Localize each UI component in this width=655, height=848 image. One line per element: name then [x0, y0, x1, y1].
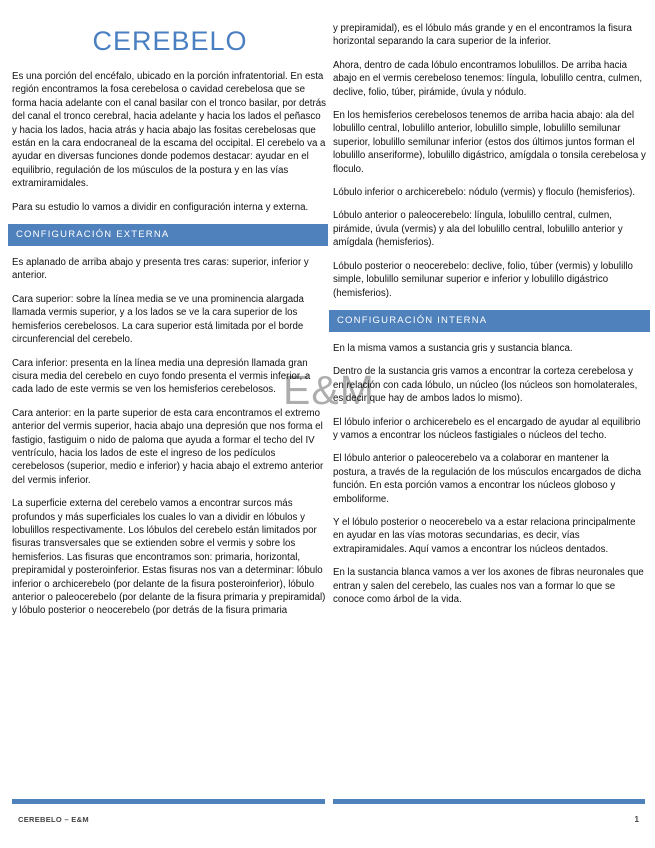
internal-paragraph-2: Dentro de la sustancia gris vamos a encontrar la corteza cerebelosa y en relación con cada lóbulo, un núcleo (los núcleos son homolaterales, es decir que hay de ambos lados lo mismo). — [333, 366, 638, 405]
section-header-external: CONFIGURACIÓN EXTERNA — [8, 224, 328, 246]
external-paragraph-4: Cara anterior: en la parte superior de esta cara encontramos el extremo anterior del vermis superior, hacia abajo una depresión que nos forma el fastigio, fastiguim o nido de paloma que ayuda a formar el techo del IV ventrículo, hacia los lados de este el ingreso de los pedículos cerebelosos (superior, medio e inferior) y hacia abajo el extremo anterior del vermis inferior. — [12, 407, 324, 486]
external-paragraph-3: Cara inferior: presenta en la línea media una depresión llamada gran cisura media del cerebelo en cuyo fondo presenta el vermis inferior, a cada lado de este vermis se ven los hemisferios cerebelosos. — [12, 357, 311, 396]
intro-paragraph-1: Es una porción del encéfalo, ubicado en la porción infratentorial. En esta región encontramos la fosa cerebelosa o cavidad cerebelosa que se forma hacia adelante con el canal basilar con el tronco basilar, por detrás del canal el tronco cerebral, hacia adelante y hacia los lados el peñasco y hacia los lados, hacia atrás y hacia abajo las fositas cerebelosas que están en la cara endocraneal de la escama del occipital. El cerebelo va a ayudar en diversas funciones donde podemos destacar: ayudar en el equilibrio, regulación de los músculos de la postura y en las vías extramiramidales. — [12, 71, 326, 190]
continued-paragraph-4: Lóbulo inferior o archicerebelo: nódulo (vermis) y floculo (hemisferios). — [333, 187, 636, 199]
continued-paragraph-3: En los hemisferios cerebelosos tenemos de arriba hacia abajo: ala del lobulillo central, lobulillo anterior, lobulillo simple, lobulillo semilunar superior, lobulillo semilunar inferior (estos dos últimos juntos forman el lobulillo anseriforme), lobulillo digástrico, amígdala o tonsila cerebelosa y floculo. — [333, 110, 646, 175]
internal-paragraph-3: El lóbulo inferior o archicerebelo es el encargado de ayudar al equilibrio y vamos a encontrar los núcleos fastigiales o núcleos del techo. — [333, 416, 641, 441]
page-title: CEREBELO — [92, 26, 248, 56]
left-column — [12, 0, 328, 628]
footer-label: CEREBELO – E&M — [18, 815, 89, 824]
external-paragraph-1: Es aplanado de arriba abajo y presenta tres caras: superior, inferior y anterior. — [12, 257, 309, 282]
continued-paragraph-6: Lóbulo posterior o neocerebelo: declive, folio, túber (vermis) y lobulillo simple, lobulillo semilunar superior e inferior y lobulillo digástrico (hemisferios). — [333, 260, 633, 299]
internal-paragraph-6: En la sustancia blanca vamos a ver los axones de fibras neuronales que entran y salen del cerebelo, las cuales nos van a formar lo que se conoce como árbol de la vida. — [333, 567, 644, 605]
external-paragraph-5: La superficie externa del cerebelo vamos a encontrar surcos más profundos y más superficiales los cuales lo van a dividir en lóbulos y lobulillos respectivamente. Los lóbulos del cerebelo están limitados por fisuras transversales que se extienden sobre el vermis y sobre los hemisferios. Las fisuras que encontramos son: primaria, horizontal, prepiramidal y posteroinferior. Estas fisuras nos van a determinar: lóbulo inferior o archicerebelo (por delante de la fisura posteroinferior), lóbulo anterior o paleocerebelo (por delante de la fisura primaria y prepiramidal) y lóbulo posterior o neocerebelo (por detrás de la fisura primaria — [12, 498, 326, 617]
internal-paragraph-4: El lóbulo anterior o paleocerebelo va a colaborar en mantener la postura, a través de la regulación de los músculos encargados de dicha función. En esta porción vamos a encontrar los núcleos globoso y emboliforme. — [333, 453, 642, 505]
right-column — [333, 0, 646, 616]
continued-paragraph-1: y prepiramidal), es el lóbulo más grande y en el encontramos la fisura horizontal separando la cara superior de la inferior. — [333, 23, 632, 48]
section-header-internal: CONFIGURACIÓN INTERNA — [329, 310, 650, 332]
footer-rule-gap — [325, 799, 333, 804]
internal-paragraph-5: Y el lóbulo posterior o neocerebelo va a estar relaciona principalmente en ayudar en las vías motoras secundarias, es decir, vías extrapiramidales. Aquí vamos a encontrar los núcleos dentados. — [333, 516, 636, 555]
intro-paragraph-2: Para su estudio lo vamos a dividir en configuración interna y externa. — [12, 201, 309, 213]
continued-paragraph-2: Ahora, dentro de cada lóbulo encontramos lobulillos. De arriba hacia abajo en el vermis cerebeloso tenemos: língula, lobulillo centra, culmen, declive, folio, túber, pirámide, úvula y nódulo. — [333, 59, 643, 98]
page-number: 1 — [634, 815, 639, 824]
internal-paragraph-1: En la misma vamos a sustancia gris y sustancia blanca. — [333, 342, 573, 354]
continued-paragraph-5: Lóbulo anterior o paleocerebelo: língula, lobulillo central, culmen, pirámide, úvula (vermis) y ala del lobulillo central, lobulillo anterior y amígdala (hemisferios). — [333, 210, 623, 249]
watermark: E&M — [283, 367, 375, 413]
external-paragraph-2: Cara superior: sobre la línea media se ve una prominencia alargada llamada vermis superior, y a los lados se ve la cara superior de los hemisferios cerebelosos. La cara superior está limitada por el borde circunferencial del cerebelo. — [12, 293, 304, 346]
